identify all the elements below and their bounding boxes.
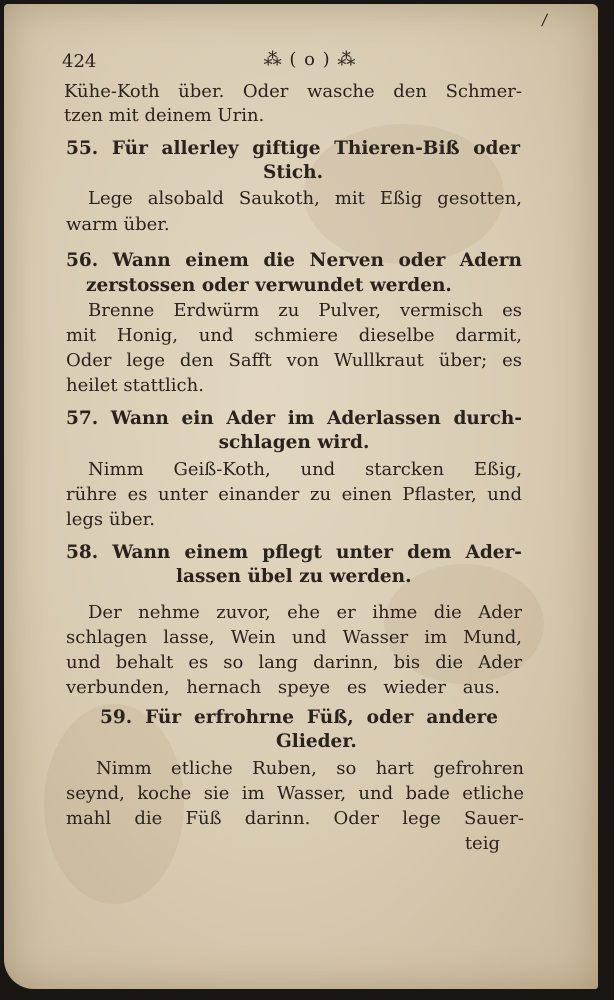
header-ornament: ⁂ ( o ) ⁂ (263, 49, 357, 70)
section-heading: Stich. (262, 162, 324, 183)
text-line: warm über. (66, 214, 170, 235)
section-heading: 59. Für erfrohrne Füß, oder andere (100, 707, 498, 728)
text-line: legs über. (66, 509, 156, 530)
text-line: tzen mit deinem Urin. (64, 105, 265, 126)
text-line: mahl die Füß darinn. Oder lege Sauer- (66, 808, 524, 829)
section-heading: lassen übel zu werden. (176, 566, 412, 587)
text-line: und behalt es so lang darinn, bis die Ader (66, 652, 522, 673)
page-number: 424 (62, 51, 97, 72)
paper-stain (44, 704, 184, 904)
text-line: seynd, koche sie im Wasser, und bade etliche (66, 783, 524, 804)
text-line: mit Honig, und schmiere dieselbe darmit, (66, 325, 522, 346)
text-line: Der nehme zuvor, ehe er ihme die Ader (88, 602, 522, 623)
text-line: heilet stattlich. (66, 375, 204, 396)
text-line: Oder lege den Safft von Wullkraut über; es (66, 350, 522, 371)
text-line: Kühe-Koth über. Oder wasche den Schmer- (64, 81, 522, 102)
section-heading: Glieder. (276, 731, 357, 752)
text-line: rühre es unter einander zu einen Pflaster, und (66, 484, 522, 505)
text-line: Nimm etliche Ruben, so hart gefrohren (96, 758, 524, 779)
section-heading: 55. Für allerley giftige Thieren-Biß oder (66, 138, 520, 159)
section-heading: zerstossen oder verwundet werden. (86, 275, 452, 296)
text-line: Lege alsobald Saukoth, mit Eßig gesotten, (88, 188, 522, 209)
section-heading: schlagen wird. (218, 432, 370, 453)
section-heading: 57. Wann ein Ader im Aderlassen durch- (66, 408, 522, 429)
corner-mark: / (540, 9, 549, 30)
catchword: teig (464, 833, 500, 854)
text-line: Nimm Geiß-Koth, und starcken Eßig, (88, 459, 522, 480)
text-line: schlagen lasse, Wein und Wasser im Mund, (66, 627, 522, 648)
text-line: verbunden, hernach speye es wieder aus. (66, 677, 500, 698)
text-line: Brenne Erdwürm zu Pulver, vermisch es (88, 300, 522, 321)
section-heading: 58. Wann einem pflegt unter dem Ader- (66, 542, 522, 563)
section-heading: 56. Wann einem die Nerven oder Adern (66, 250, 522, 271)
